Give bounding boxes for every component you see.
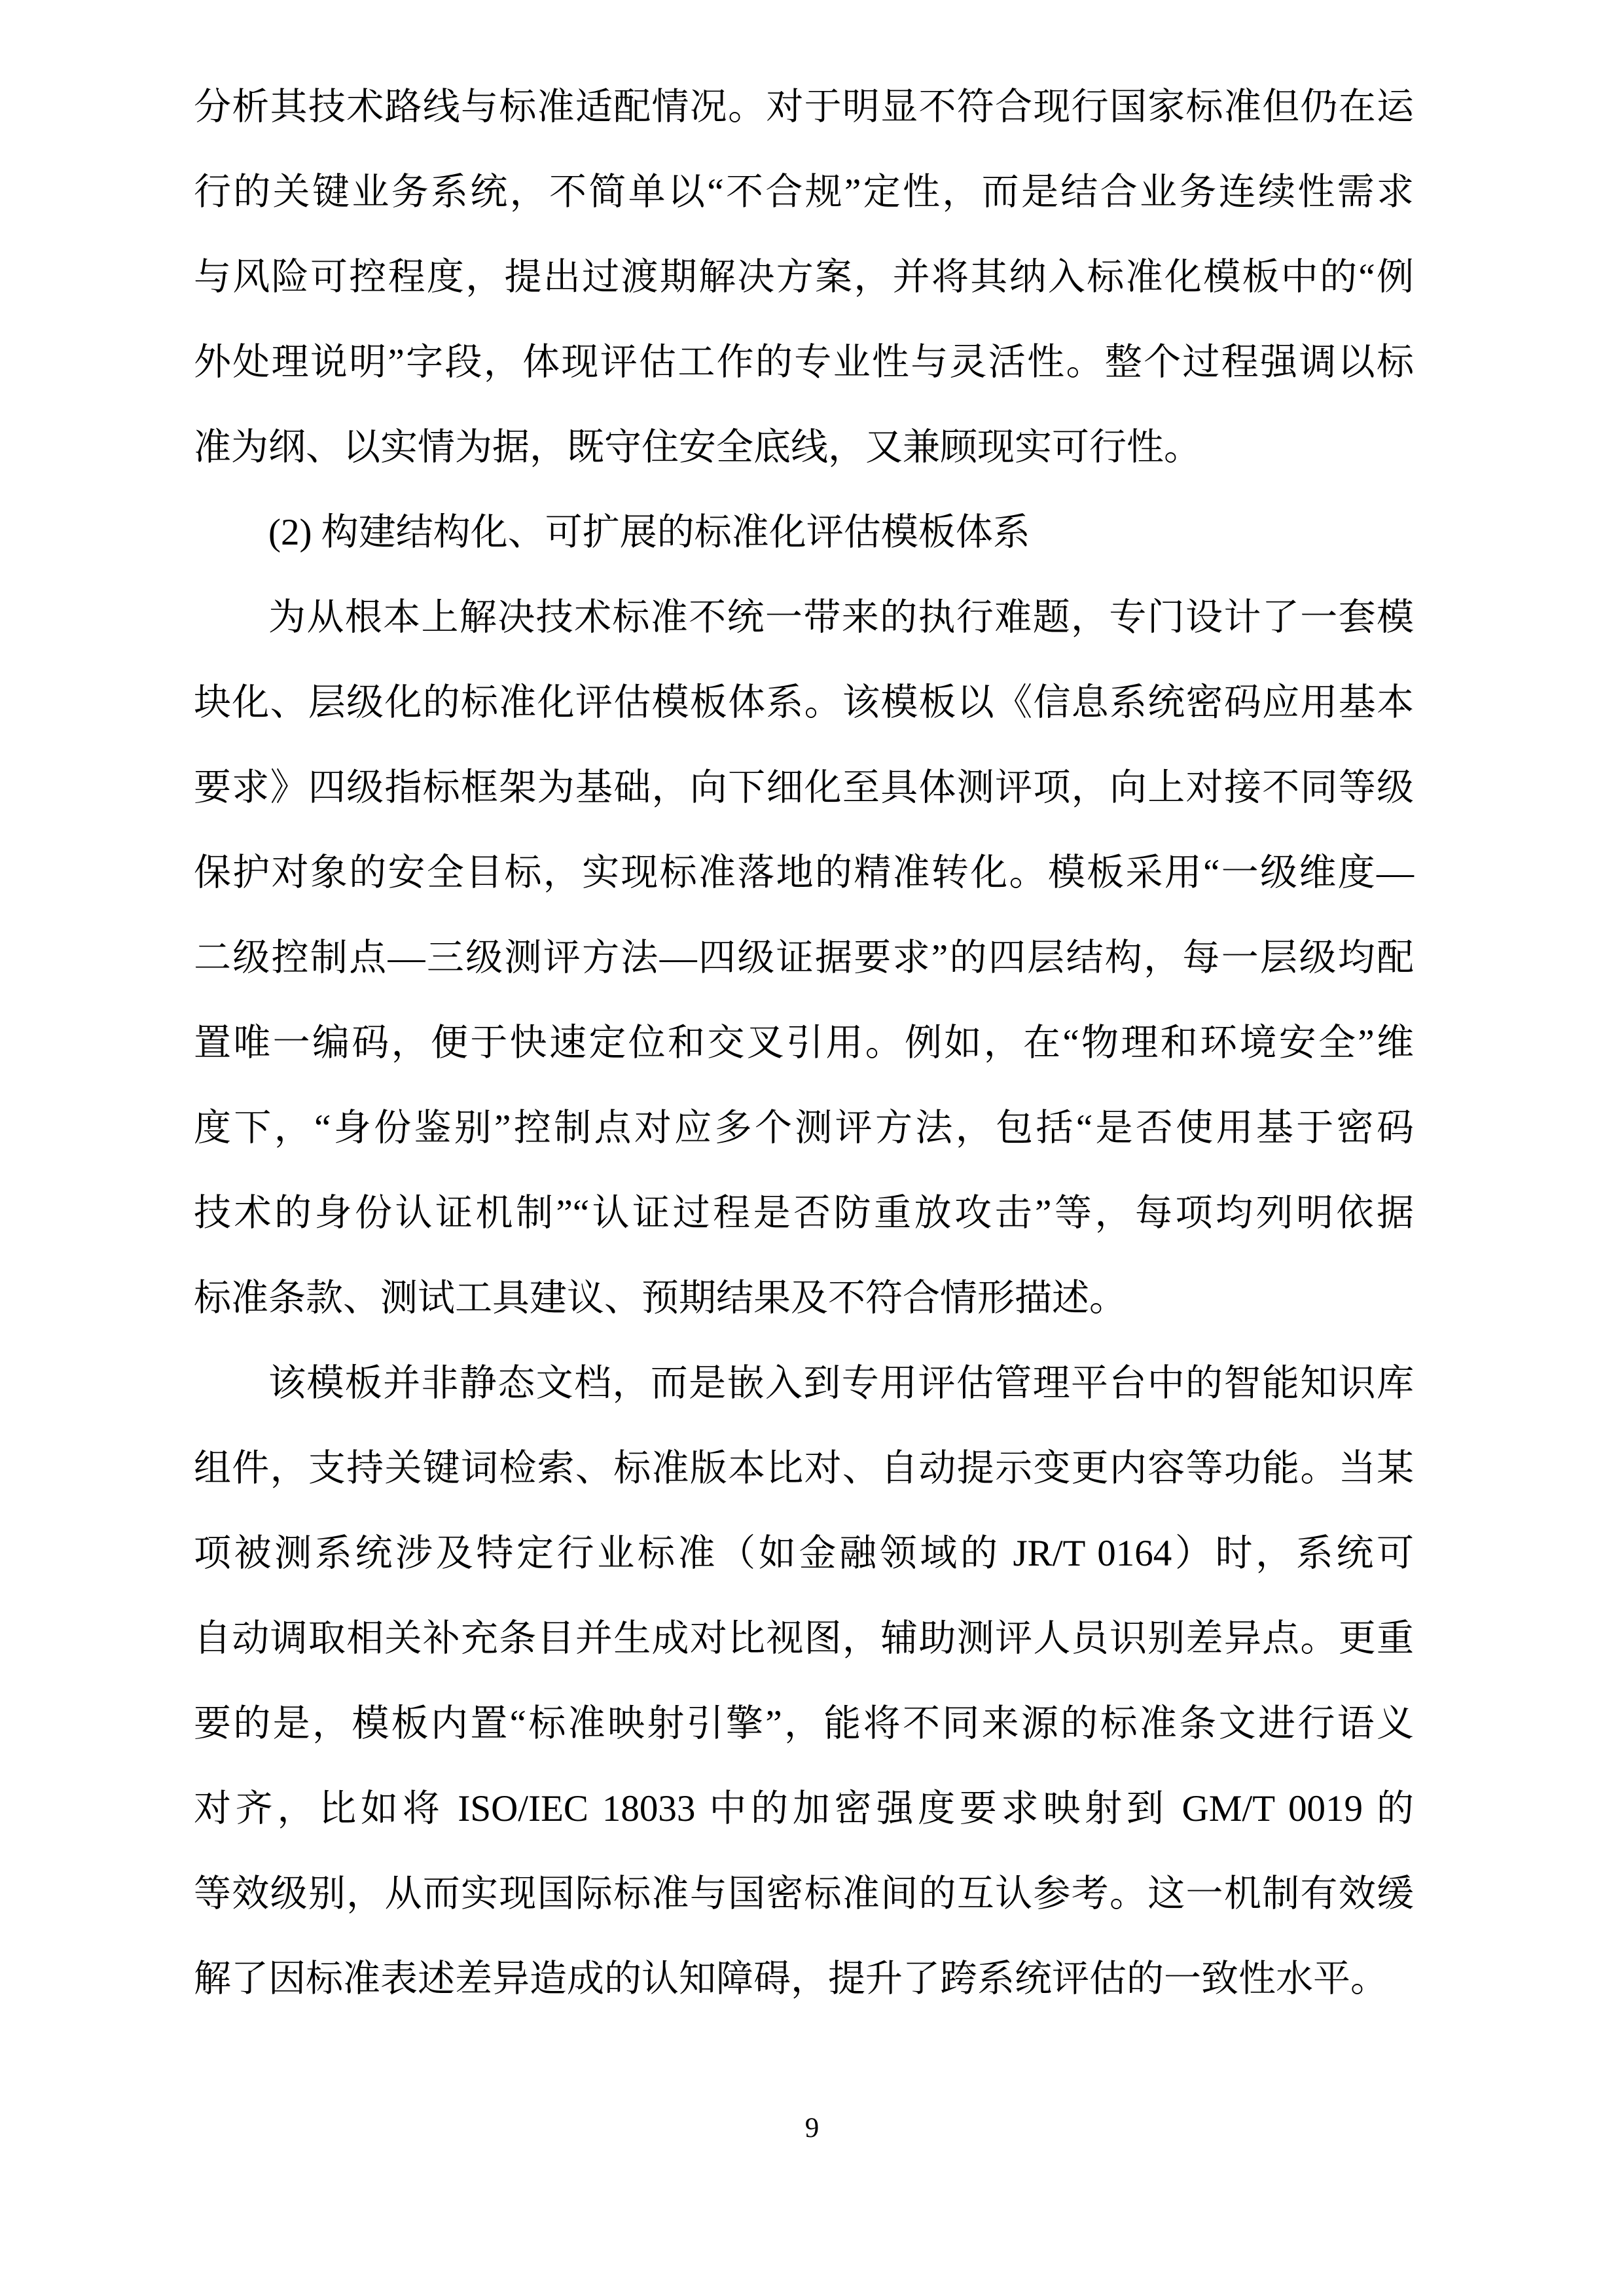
text-line: 与风险可控程度，提出过渡期解决方案，并将其纳入标准化模板中的“例: [194, 257, 1415, 298]
text-line: 组件，支持关键词检索、标准版本比对、自动提示变更内容等功能。当某: [194, 1448, 1414, 1489]
text-line: 行的关键业务系统，不简单以“不合规”定性，而是结合业务连续性需求: [194, 171, 1414, 213]
text-line: 标准条款、测试工具建议、预期结果及不符合情形描述。: [194, 1278, 1127, 1319]
text-line: 自动调取相关补充条目并生成对比视图，辅助测评人员识别差异点。更重: [194, 1618, 1414, 1659]
text-line: 分析其技术路线与标准适配情况。对于明显不符合现行国家标准但仍在运: [194, 86, 1414, 128]
text-line: 要求》四级指标框架为基础，向下细化至具体测评项，向上对接不同等级: [194, 767, 1414, 808]
text-line: (2) 构建结构化、可扩展的标准化评估模板体系: [268, 512, 1030, 553]
text-line: 等效级别，从而实现国际标准与国密标准间的互认参考。这一机制有效缓: [194, 1873, 1414, 1914]
text-line: 技术的身份认证机制”“认证过程是否防重放攻击”等，每项均列明依据: [194, 1193, 1414, 1234]
text-line: 准为纲、以实情为据，既守住安全底线，又兼顾现实可行性。: [194, 427, 1201, 468]
paragraph: [194, 1341, 1414, 2022]
text-line: 该模板并非静态文档，而是嵌入到专用评估管理平台中的智能知识库: [268, 1363, 1414, 1404]
text-line: 项被测系统涉及特定行业标准（如金融领域的 JR/T 0164）时，系统可: [194, 1533, 1414, 1574]
text-line: 置唯一编码，便于快速定位和交叉引用。例如，在“物理和环境安全”维: [194, 1022, 1414, 1064]
section-heading: [194, 490, 1414, 575]
text-line: 度下，“身份鉴别”控制点对应多个测评方法，包括“是否使用基于密码: [194, 1107, 1414, 1149]
text-line: 要的是，模板内置“标准映射引擎”，能将不同来源的标准条文进行语义: [194, 1703, 1414, 1744]
text-line: 对齐，比如将 ISO/IEC 18033 中的加密强度要求映射到 GM/T 0019 的: [194, 1788, 1414, 1829]
text-line: 为从根本上解决技术标准不统一带来的执行难题，专门设计了一套模: [268, 597, 1414, 638]
text-line: 保护对象的安全目标，实现标准落地的精准转化。模板采用“一级维度—: [194, 852, 1414, 893]
text-line: 解了因标准表述差异造成的认知障碍，提升了跨系统评估的一致性水平。: [194, 1958, 1388, 2000]
paragraph: [194, 575, 1414, 1341]
document-body: [194, 65, 1414, 2022]
text-line: 外处理说明”字段，体现评估工作的专业性与灵活性。整个过程强调以标: [194, 342, 1414, 383]
text-line: 块化、层级化的标准化评估模板体系。该模板以《信息系统密码应用基本: [194, 682, 1414, 723]
page-number: 9: [804, 2113, 820, 2144]
text-line: 二级控制点—三级测评方法—四级证据要求”的四层结构，每一层级均配: [194, 937, 1414, 978]
paragraph: [194, 65, 1414, 490]
